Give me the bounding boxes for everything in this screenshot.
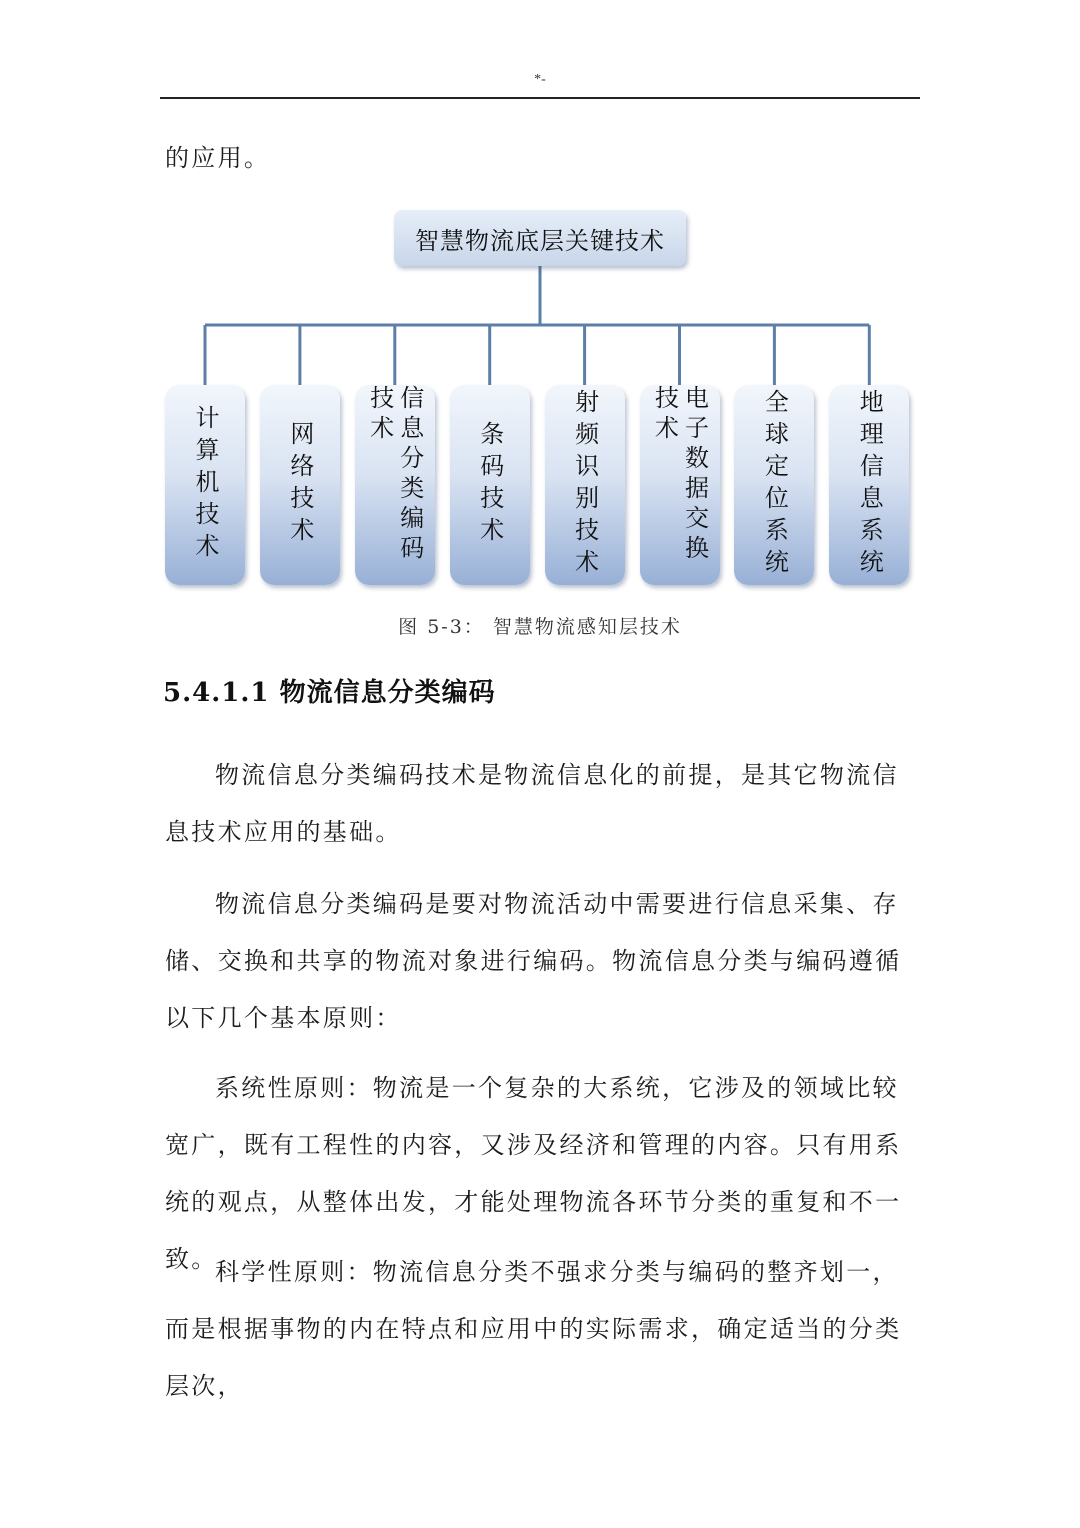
diagram-leaf-box: 网络技术 (260, 385, 340, 585)
body-paragraph: 物流信息分类编码技术是物流信息化的前提，是其它物流信息技术应用的基础。 (165, 761, 899, 846)
diagram-leaf-box: 信息分类编码技术 (355, 385, 435, 585)
connector-lines (0, 0, 1080, 600)
diagram-leaf-box: 电子数据交换技术 (640, 385, 720, 585)
intro-text: 的应用。 (165, 144, 271, 172)
diagram-leaf-box: 地理信息系统 (829, 385, 909, 585)
section-heading: 5.4.1.1 物流信息分类编码 (163, 678, 496, 708)
body-paragraph: 物流信息分类编码是要对物流活动中需要进行信息采集、存储、交换和共享的物流对象进行编码。物流信息分类与编码遵循以下几个基本原则： (165, 890, 902, 1032)
diagram-leaf-box: 计算机技术 (165, 385, 245, 585)
diagram-leaf-box: 条码技术 (450, 385, 530, 585)
figure-caption: 图 5-3： 智慧物流感知层技术 (398, 616, 682, 638)
diagram-root-box: 智慧物流底层关键技术 (394, 210, 686, 266)
body-paragraph: 科学性原则：物流信息分类不强求分类与编码的整齐划一，而是根据事物的内在特点和应用中的实际需求，确定适当的分类层次， (165, 1258, 902, 1400)
tree-diagram (0, 0, 1080, 600)
page-header-mark: *- (534, 72, 546, 87)
body-paragraph: 系统性原则：物流是一个复杂的大系统，它涉及的领域比较宽广，既有工程性的内容，又涉及经济和管理的内容。只有用系统的观点，从整体出发，才能处理物流各环节分类的重复和不一致。 (165, 1074, 902, 1273)
diagram-leaf-box: 全球定位系统 (734, 385, 814, 585)
diagram-leaf-box: 射频识别技术 (545, 385, 625, 585)
